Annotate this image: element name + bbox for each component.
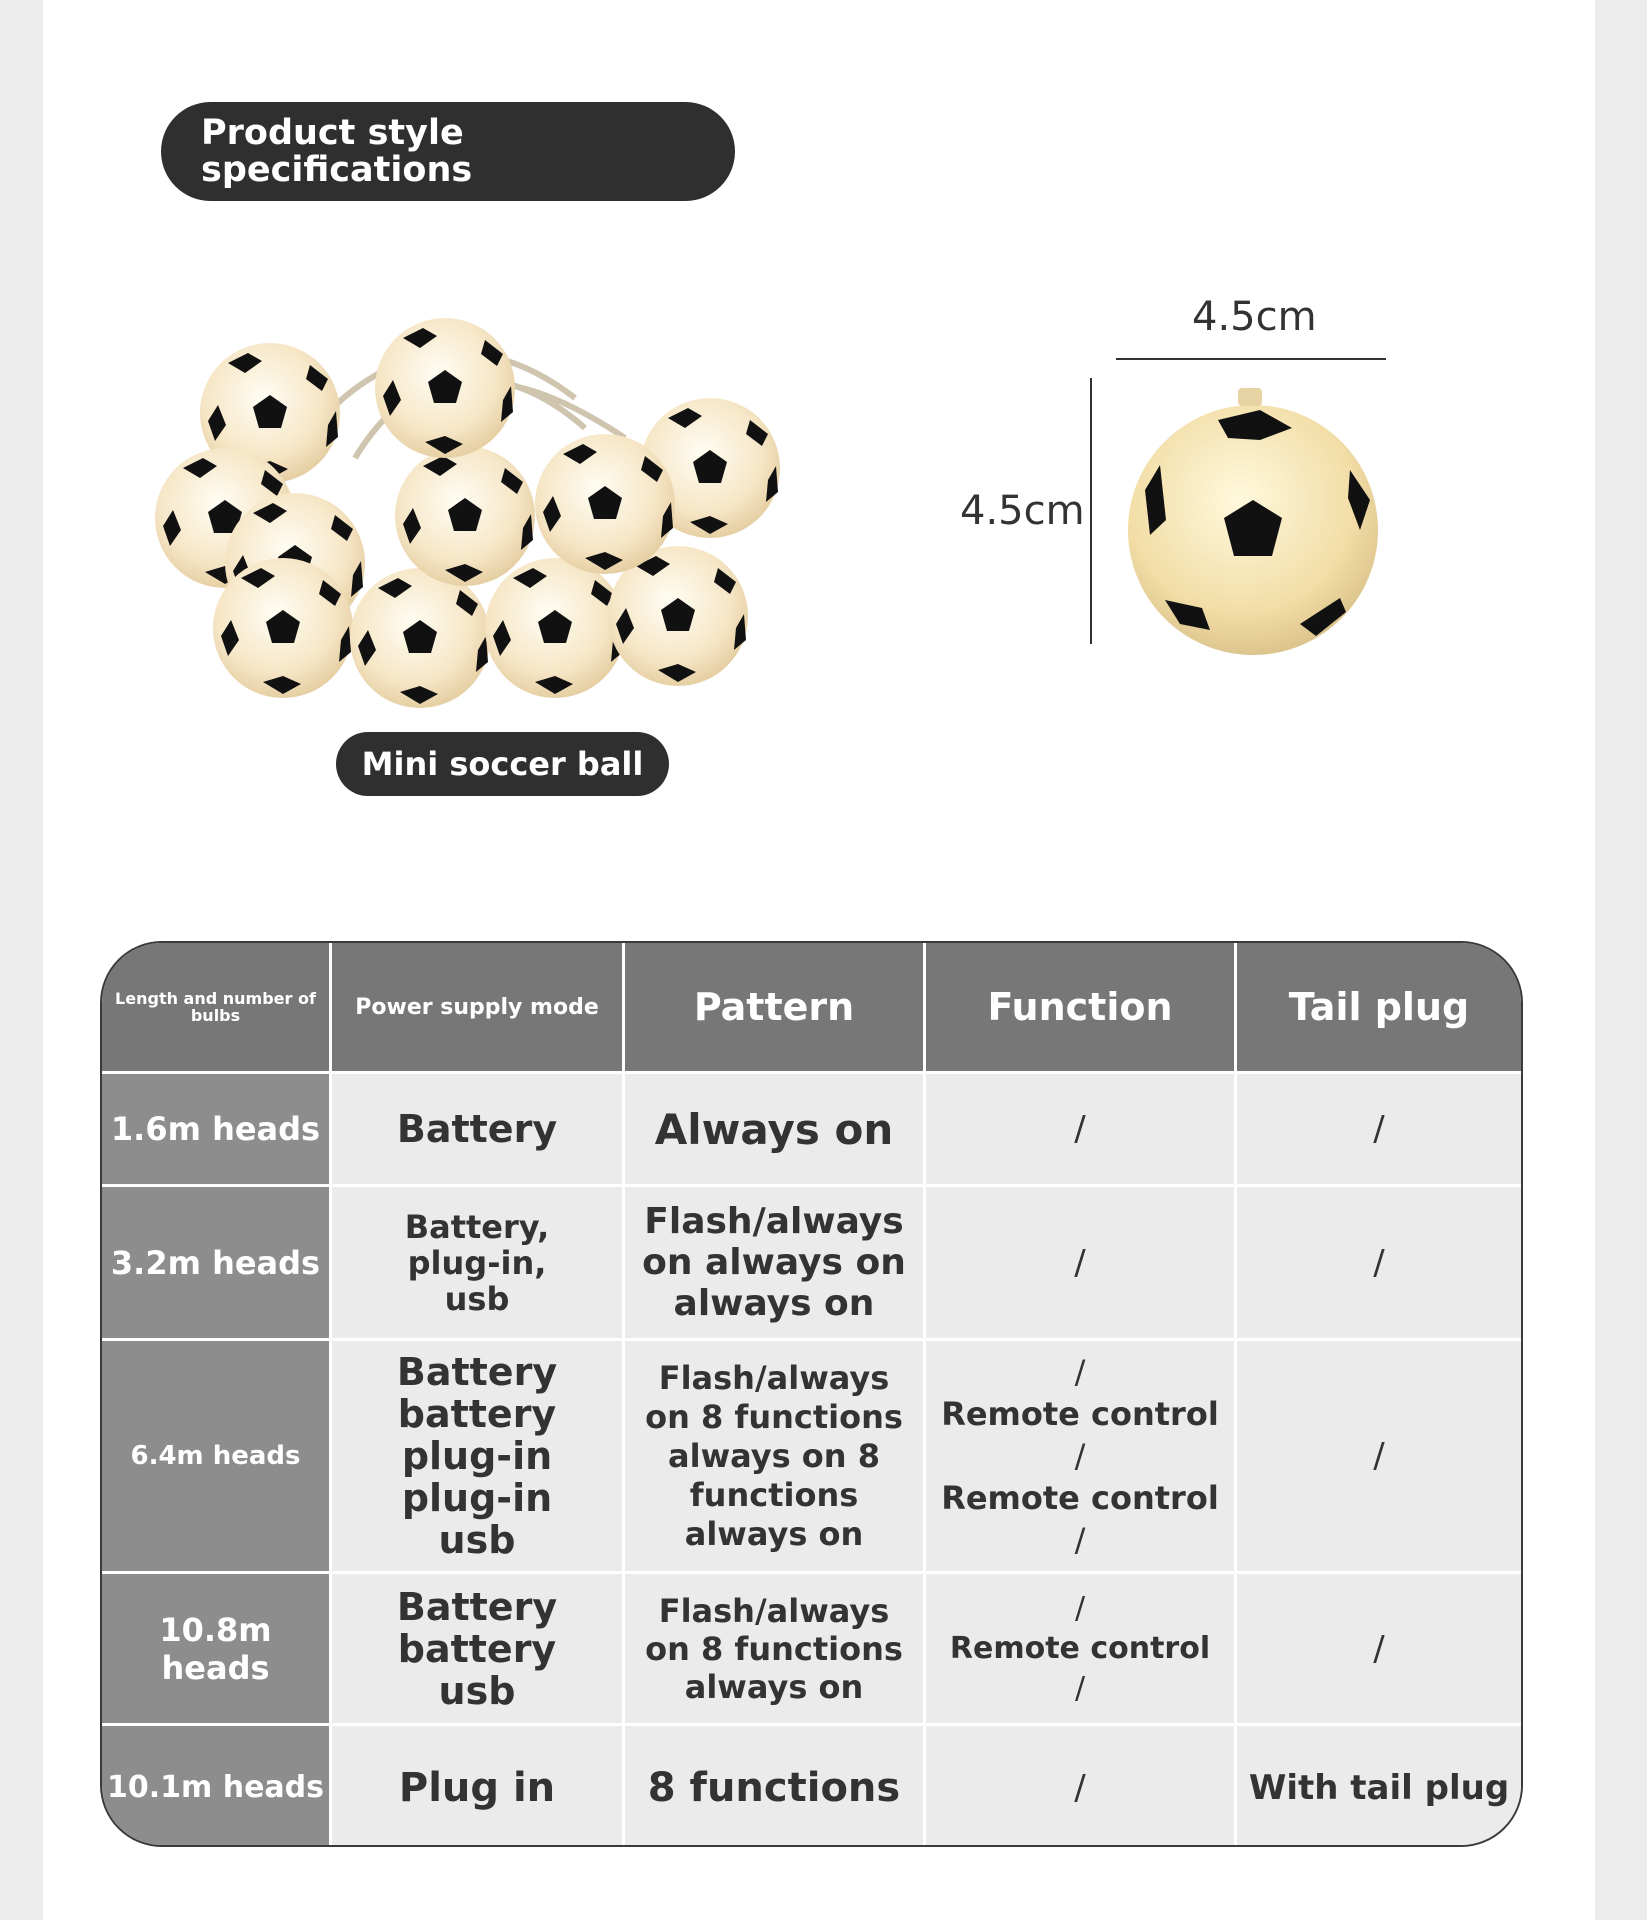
cell-function: / (926, 1071, 1237, 1184)
table-row (102, 1184, 1521, 1338)
cell-power: Battery battery plug-in plug-in usb (332, 1338, 625, 1571)
cell-length: 6.4m heads (102, 1338, 332, 1571)
cell-function: / Remote control / Remote control / (926, 1338, 1237, 1571)
header-power: Power supply mode (332, 943, 625, 1071)
header-tail-plug: Tail plug (1237, 943, 1521, 1071)
cell-pattern: 8 functions (625, 1723, 926, 1847)
cell-tail: / (1237, 1071, 1521, 1184)
cell-pattern: Flash/always on always on always on (625, 1184, 926, 1338)
header-length: Length and number of bulbs (102, 943, 332, 1071)
cell-power: Battery battery usb (332, 1571, 625, 1723)
cell-power: Battery (332, 1071, 625, 1184)
cell-length: 10.1m heads (102, 1723, 332, 1847)
cell-tail: With tail plug (1237, 1723, 1521, 1847)
cell-length: 1.6m heads (102, 1071, 332, 1184)
table-header-row (102, 943, 1521, 1071)
cell-power: Battery, plug-in, usb (332, 1184, 625, 1338)
cell-pattern: Flash/always on 8 functions always on 8 functions always on (625, 1338, 926, 1571)
table-row (102, 1071, 1521, 1184)
cell-length: 10.8m heads (102, 1571, 332, 1723)
height-dimension-line (1090, 378, 1092, 644)
cell-length: 3.2m heads (102, 1184, 332, 1338)
cell-pattern: Flash/always on 8 functions always on (625, 1571, 926, 1723)
width-dimension-line (1116, 358, 1386, 360)
cell-function: / Remote control / (926, 1571, 1237, 1723)
table-row (102, 1338, 1521, 1571)
header-pattern: Pattern (625, 943, 926, 1071)
cell-function: / (926, 1723, 1237, 1847)
cell-tail: / (1237, 1184, 1521, 1338)
height-dimension-label: 4.5cm (960, 488, 1085, 534)
section-title-line-1: Product style (201, 113, 464, 153)
section-title-line-2: specifications (201, 150, 473, 190)
soccer-ball-string-image (155, 318, 805, 708)
cell-tail: / (1237, 1571, 1521, 1723)
width-dimension-label: 4.5cm (1192, 294, 1317, 340)
cell-tail: / (1237, 1338, 1521, 1571)
cell-power: Plug in (332, 1723, 625, 1847)
section-title-pill (161, 102, 735, 201)
spec-table (100, 941, 1523, 1847)
product-caption-pill: Mini soccer ball (336, 732, 669, 796)
table-row (102, 1723, 1521, 1847)
table-row (102, 1571, 1521, 1723)
single-soccer-ball-image (1110, 380, 1390, 660)
header-function: Function (926, 943, 1237, 1071)
cell-pattern: Always on (625, 1071, 926, 1184)
cell-function: / (926, 1184, 1237, 1338)
